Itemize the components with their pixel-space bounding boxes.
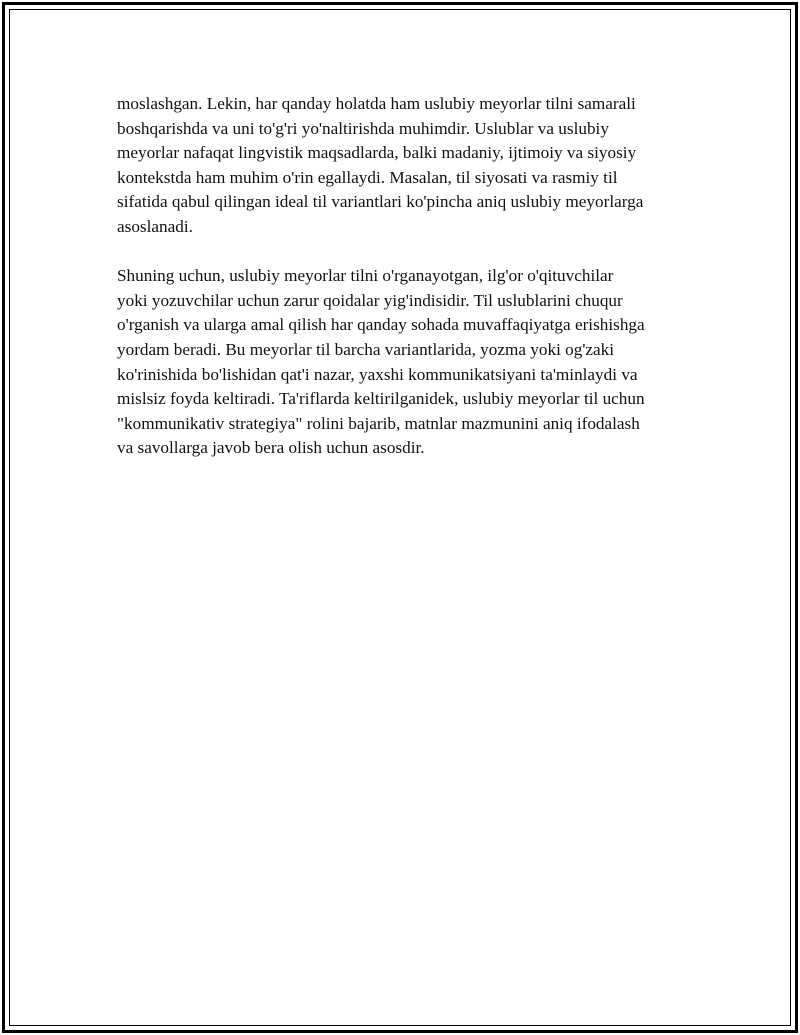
paragraph-1: moslashgan. Lekin, har qanday holatda ham uslubiy meyorlar tilni samarali boshqarishda va uni to'g'ri yo'naltirishda muhimdir. Uslublar va uslubiy meyorlar nafaqat lingvistik maqsadlarda, balki madaniy, ijtimoiy va siyosiy kontekstda ham muhim o'rin egallaydi. Masalan, til siyosati va rasmiy til sifatida qabul qilingan ideal til variantlari ko'pincha aniq uslubiy meyorlarga asoslanadi. xyxy=(117,94,644,236)
page-body xyxy=(117,92,707,486)
paragraph-2: Shuning uchun, uslubiy meyorlar tilni o'rganayotgan, ilg'or o'qituvchilar yoki yozuvchilar uchun zarur qoidalar yig'indisidir. Til uslublarini chuqur o'rganish va ularga amal qilish har qanday sohada muvaffaqiyatga erishishga yordam beradi. Bu meyorlar til barcha variantlarida, yozma yoki og'zaki ko'rinishida bo'lishidan qat'i nazar, yaxshi kommunikatsiyani ta'minlaydi va mislsiz foyda keltiradi. Ta'riflarda keltirilganidek, uslubiy meyorlar til uchun "kommunikativ strategiya" rolini bajarib, matnlar mazmunini aniq ifodalash va savollarga javob bera olish uchun asosdir. xyxy=(117,266,645,458)
